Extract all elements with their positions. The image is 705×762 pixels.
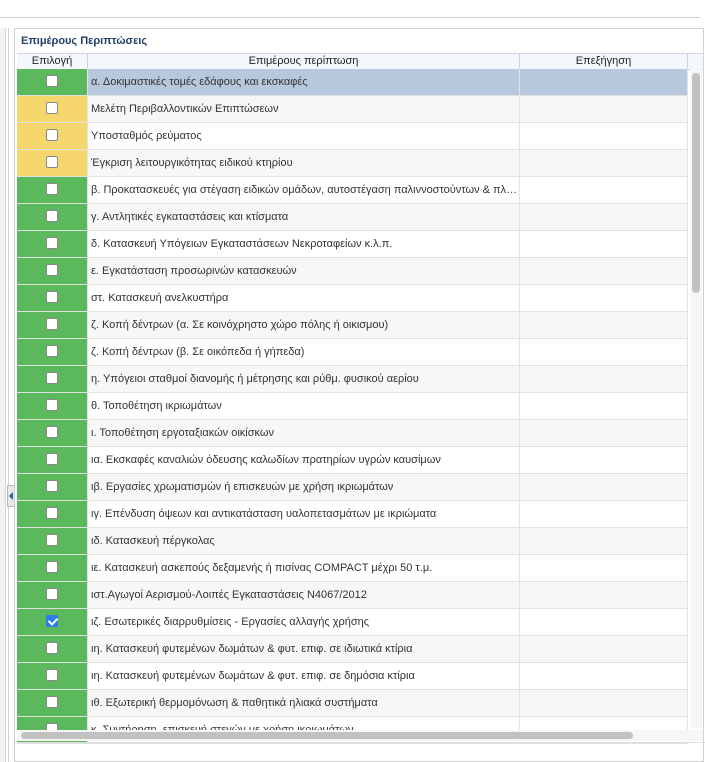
row-checkbox[interactable]	[46, 507, 58, 519]
table-row[interactable]	[17, 393, 688, 420]
case-cell: ιη. Κατασκευή φυτεμένων δωμάτων & φυτ. επιφ. σε δημόσια κτίρια	[88, 663, 520, 689]
explanation-cell[interactable]	[520, 123, 688, 149]
row-checkbox[interactable]	[46, 129, 58, 141]
row-checkbox[interactable]	[46, 561, 58, 573]
case-cell: ιγ. Επένδυση όψεων και αντικατάσταση υαλοπετασμάτων με ικριώματα	[88, 501, 520, 527]
selection-cell	[17, 501, 88, 527]
explanation-cell[interactable]	[520, 96, 688, 122]
selection-cell	[17, 69, 88, 95]
case-cell: Έγκριση λειτουργικότητας ειδικού κτηρίου	[88, 150, 520, 176]
top-divider	[0, 17, 700, 18]
row-checkbox[interactable]	[46, 345, 58, 357]
table-row[interactable]	[17, 285, 688, 312]
explanation-cell[interactable]	[520, 501, 688, 527]
explanation-cell[interactable]	[520, 177, 688, 203]
selection-cell	[17, 339, 88, 365]
row-checkbox[interactable]	[46, 615, 58, 627]
case-cell: Υποσταθμός ρεύματος	[88, 123, 520, 149]
explanation-cell[interactable]	[520, 285, 688, 311]
table-row[interactable]	[17, 663, 688, 690]
table-row[interactable]	[17, 420, 688, 447]
selection-cell	[17, 258, 88, 284]
table-row[interactable]	[17, 609, 688, 636]
row-checkbox[interactable]	[46, 588, 58, 600]
selection-cell	[17, 528, 88, 554]
table-row[interactable]	[17, 582, 688, 609]
left-splitter[interactable]	[0, 28, 9, 762]
row-checkbox[interactable]	[46, 669, 58, 681]
explanation-cell[interactable]	[520, 609, 688, 635]
selection-cell	[17, 150, 88, 176]
explanation-cell[interactable]	[520, 528, 688, 554]
table-row[interactable]	[17, 123, 688, 150]
table-row[interactable]	[17, 555, 688, 582]
row-checkbox[interactable]	[46, 534, 58, 546]
table-row[interactable]	[17, 447, 688, 474]
selection-cell	[17, 96, 88, 122]
case-cell: θ. Τοποθέτηση ικριωμάτων	[88, 393, 520, 419]
explanation-cell[interactable]	[520, 582, 688, 608]
table-row[interactable]	[17, 231, 688, 258]
case-cell: στ. Κατασκευή ανελκυστήρα	[88, 285, 520, 311]
case-cell: ιη. Κατασκευή φυτεμένων δωμάτων & φυτ. επιφ. σε ιδιωτικά κτίρια	[88, 636, 520, 662]
selection-cell	[17, 636, 88, 662]
left-panel-edge	[0, 28, 6, 762]
table-row[interactable]	[17, 312, 688, 339]
table-row[interactable]	[17, 96, 688, 123]
explanation-cell[interactable]	[520, 474, 688, 500]
explanation-cell[interactable]	[520, 312, 688, 338]
explanation-cell[interactable]	[520, 663, 688, 689]
table-row[interactable]	[17, 366, 688, 393]
row-checkbox[interactable]	[46, 318, 58, 330]
case-cell: ιβ. Εργασίες χρωματισμών ή επισκευών με χρήση ικριωμάτων	[88, 474, 520, 500]
table-row[interactable]	[17, 501, 688, 528]
selection-cell	[17, 582, 88, 608]
row-checkbox[interactable]	[46, 426, 58, 438]
case-cell: ι. Τοποθέτηση εργοταξιακών οικίσκων	[88, 420, 520, 446]
explanation-cell[interactable]	[520, 339, 688, 365]
case-cell: ε. Εγκατάσταση προσωρινών κατασκευών	[88, 258, 520, 284]
table-row[interactable]	[17, 690, 688, 717]
explanation-cell[interactable]	[520, 69, 688, 95]
explanation-cell[interactable]	[520, 258, 688, 284]
case-cell: γ. Αντλητικές εγκαταστάσεις και κτίσματα	[88, 204, 520, 230]
explanation-cell[interactable]	[520, 690, 688, 716]
row-checkbox[interactable]	[46, 102, 58, 114]
selection-cell	[17, 393, 88, 419]
selection-cell	[17, 312, 88, 338]
explanation-cell[interactable]	[520, 447, 688, 473]
table-row[interactable]	[17, 258, 688, 285]
case-cell: δ. Κατασκευή Υπόγειων Εγκαταστάσεων Νεκροταφείων κ.λ.π.	[88, 231, 520, 257]
arrow-left-icon	[9, 492, 13, 500]
row-checkbox[interactable]	[46, 183, 58, 195]
explanation-cell[interactable]	[520, 231, 688, 257]
cases-panel	[14, 28, 704, 762]
row-checkbox[interactable]	[46, 237, 58, 249]
horizontal-scroll-thumb[interactable]	[21, 732, 633, 739]
selection-cell	[17, 420, 88, 446]
case-cell: ια. Εκσκαφές καναλιών όδευσης καλωδίων πρατηρίων υγρών καυσίμων	[88, 447, 520, 473]
table-row[interactable]	[17, 204, 688, 231]
explanation-cell[interactable]	[520, 366, 688, 392]
cases-grid	[17, 53, 703, 709]
column-header-explanation[interactable]: Επεξήγηση	[520, 54, 688, 69]
case-cell: ιστ.Αγωγοί Αερισμού-Λοιπές Εγκαταστάσεις Ν4067/2012	[88, 582, 520, 608]
row-checkbox[interactable]	[46, 642, 58, 654]
row-checkbox[interactable]	[46, 210, 58, 222]
row-checkbox[interactable]	[46, 75, 58, 87]
column-header-case[interactable]: Επιμέρους περίπτωση	[88, 54, 520, 69]
case-cell: β. Προκατασκευές για στέγαση ειδικών ομάδων, αυτοστέγαση παλιννοστούντων & πλ…	[88, 177, 520, 203]
selection-cell	[17, 555, 88, 581]
row-checkbox[interactable]	[46, 696, 58, 708]
row-checkbox[interactable]	[46, 264, 58, 276]
selection-cell	[17, 231, 88, 257]
vertical-scroll-thumb[interactable]	[692, 73, 700, 293]
explanation-cell[interactable]	[520, 150, 688, 176]
explanation-cell[interactable]	[520, 393, 688, 419]
explanation-cell[interactable]	[520, 204, 688, 230]
table-row[interactable]	[17, 177, 688, 204]
case-cell: ζ. Κοπή δέντρων (α. Σε κοινόχρηστο χώρο πόλης ή οικισμου)	[88, 312, 520, 338]
table-row[interactable]	[17, 528, 688, 555]
horizontal-scrollbar[interactable]	[17, 730, 703, 741]
table-row[interactable]	[17, 69, 688, 96]
table-row[interactable]	[17, 636, 688, 663]
case-cell: ιδ. Κατασκευή πέργκολας	[88, 528, 520, 554]
selection-cell	[17, 609, 88, 635]
selection-cell	[17, 447, 88, 473]
selection-cell	[17, 123, 88, 149]
case-cell: ιε. Κατασκευή ασκεπούς δεξαμενής ή πισίνας COMPACT μέχρι 50 τ.μ.	[88, 555, 520, 581]
explanation-cell[interactable]	[520, 555, 688, 581]
column-header-selection[interactable]: Επιλογή	[17, 54, 88, 69]
explanation-cell[interactable]	[520, 636, 688, 662]
selection-cell	[17, 204, 88, 230]
selection-cell	[17, 177, 88, 203]
vertical-scrollbar[interactable]	[690, 69, 702, 728]
grid-header	[17, 53, 703, 70]
table-row[interactable]	[17, 150, 688, 177]
selection-cell	[17, 366, 88, 392]
grid-body	[17, 69, 688, 728]
table-row[interactable]	[17, 339, 688, 366]
selection-cell	[17, 474, 88, 500]
case-cell: Μελέτη Περιβαλλοντικών Επιπτώσεων	[88, 96, 520, 122]
case-cell: ιθ. Εξωτερική θερμομόνωση & παθητικά ηλιακά συστήματα	[88, 690, 520, 716]
row-checkbox[interactable]	[46, 480, 58, 492]
row-checkbox[interactable]	[46, 399, 58, 411]
selection-cell	[17, 285, 88, 311]
row-checkbox[interactable]	[46, 291, 58, 303]
row-checkbox[interactable]	[46, 453, 58, 465]
selection-cell	[17, 690, 88, 716]
selection-cell	[17, 663, 88, 689]
row-checkbox[interactable]	[46, 156, 58, 168]
row-checkbox[interactable]	[46, 372, 58, 384]
table-row[interactable]	[17, 474, 688, 501]
case-cell: ιζ. Εσωτερικές διαρρυθμίσεις - Εργασίες αλλαγής χρήσης	[88, 609, 520, 635]
panel-footer-divider	[15, 742, 705, 743]
case-cell: ζ. Κοπή δέντρων (β. Σε οικόπεδα ή γήπεδα)	[88, 339, 520, 365]
explanation-cell[interactable]	[520, 420, 688, 446]
panel-title: Επιμέρους Περιπτώσεις	[21, 35, 148, 47]
case-cell: η. Υπόγειοι σταθμοί διανομής ή μέτρησης και ρύθμ. φυσικού αερίου	[88, 366, 520, 392]
case-cell: α. Δοκιμαστικές τομές εδάφους και εκσκαφές	[88, 69, 520, 95]
